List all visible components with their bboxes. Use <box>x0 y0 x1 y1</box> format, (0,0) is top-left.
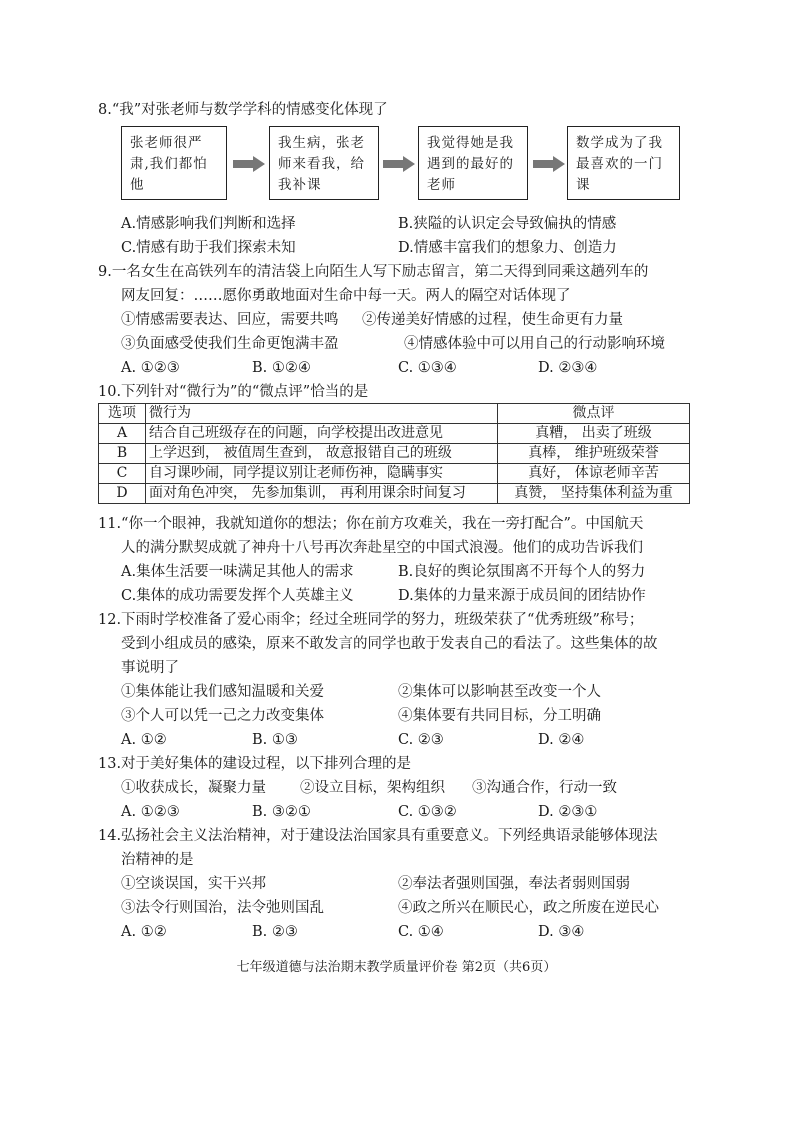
flow-box-4: 数学成为了我最喜欢的一门课 <box>567 126 680 200</box>
q11-option-d: D.集体的力量来源于成员间的团结协作 <box>398 588 646 604</box>
row-option: B <box>99 444 146 464</box>
row-comment: 真好， 体谅老师辛苦 <box>498 464 690 484</box>
q14-option-c: C. ①④ <box>398 924 444 940</box>
q14-option-a: A. ①② <box>121 924 167 940</box>
q12-statement-4: ④集体要有共同目标，分工明确 <box>398 708 601 724</box>
q13-statement-2: ②设立目标，架构组织 <box>300 780 445 796</box>
q14-stem-line2: 治精神的是 <box>121 852 194 868</box>
q12-option-d: D. ②④ <box>538 732 585 748</box>
q9-option-b: B. ①②④ <box>252 360 311 376</box>
row-behavior: 上学迟到， 被值周生查到， 故意报错自己的班级 <box>146 444 498 464</box>
q12-statement-2: ②集体可以影响甚至改变一个人 <box>398 684 601 700</box>
q12-option-c: C. ②③ <box>398 732 444 748</box>
flow-box-1: 张老师很严肃,我们都怕他 <box>121 126 227 200</box>
q13-statement-3: ③沟通合作，行动一致 <box>472 780 617 796</box>
q14-option-d: D. ③④ <box>538 924 585 940</box>
q8-option-b: B.狭隘的认识定会导致偏执的情感 <box>398 216 617 232</box>
q12-stem-line2: 受到小组成员的感染，原来不敢发言的同学也敢于发表自己的看法了。这些集体的故 <box>121 636 658 652</box>
q9-option-a: A. ①②③ <box>121 360 180 376</box>
q8-stem: 8.“我”对张老师与数学学科的情感变化体现了 <box>98 102 388 118</box>
row-behavior: 自习课吵闹，同学提议别让老师伤神，隐瞒事实 <box>146 464 498 484</box>
q10-table <box>98 403 690 504</box>
flow-arrow-icon <box>383 156 415 172</box>
q14-stem-line1: 14.弘扬社会主义法治精神，对于建设法治国家具有重要意义。下列经典语录能够体现法 <box>98 828 658 844</box>
q12-option-b: B. ①③ <box>252 732 298 748</box>
q14-statement-4: ④政之所兴在顺民心，政之所废在逆民心 <box>398 900 659 916</box>
q8-option-a: A.情感影响我们判断和选择 <box>121 216 296 232</box>
header-comment: 微点评 <box>498 404 690 424</box>
table-row <box>99 424 690 444</box>
header-option: 选项 <box>99 404 146 424</box>
q8-option-d: D.情感丰富我们的想象力、创造力 <box>398 240 617 256</box>
q11-option-b: B.良好的舆论氛围离不开每个人的努力 <box>398 564 646 580</box>
q13-statement-1: ①收获成长，凝聚力量 <box>121 780 266 796</box>
q13-option-b: B. ③②① <box>252 804 311 820</box>
row-option: A <box>99 424 146 444</box>
q14-statement-2: ②奉法者强则国强，奉法者弱则国弱 <box>398 876 630 892</box>
flow-box-2: 我生病，张老师来看我，给我补课 <box>269 126 379 200</box>
q9-stem-line2: 网友回复：……愿你勇敢地面对生命中每一天。两人的隔空对话体现了 <box>121 288 571 304</box>
q14-statement-1: ①空谈误国，实干兴邦 <box>121 876 266 892</box>
flow-arrow-icon <box>533 156 565 172</box>
q13-option-d: D. ②③① <box>538 804 598 820</box>
header-behavior: 微行为 <box>146 404 498 424</box>
q9-option-d: D. ②③④ <box>538 360 598 376</box>
row-comment: 真赞， 坚持集体利益为重 <box>498 484 690 504</box>
row-comment: 真棒， 维护班级荣誉 <box>498 444 690 464</box>
q12-option-a: A. ①② <box>121 732 167 748</box>
q13-option-c: C. ①③② <box>398 804 457 820</box>
q9-statement-3: ③负面感受使我们生命更饱满丰盈 <box>121 336 339 352</box>
q14-option-b: B. ②③ <box>252 924 298 940</box>
row-option: D <box>99 484 146 504</box>
q10-stem: 10.下列针对“微行为”的“微点评”恰当的是 <box>98 384 369 400</box>
q14-statement-3: ③法令行则国治，法令弛则国乱 <box>121 900 324 916</box>
q9-option-c: C. ①③④ <box>398 360 457 376</box>
q9-statement-2: ②传递美好情感的过程，使生命更有力量 <box>362 312 623 328</box>
row-comment: 真糟， 出卖了班级 <box>498 424 690 444</box>
page-footer: 七年级道德与法治期末教学质量评价卷 第2页（共6页） <box>236 960 557 975</box>
q11-stem-line2: 人的满分默契成就了神舟十八号再次奔赴星空的中国式浪漫。他们的成功告诉我们 <box>121 540 643 556</box>
q13-option-a: A. ①②③ <box>121 804 180 820</box>
row-option: C <box>99 464 146 484</box>
table-row <box>99 464 690 484</box>
q13-stem: 13.对于美好集体的建设过程，以下排列合理的是 <box>98 756 412 772</box>
row-behavior: 结合自己班级存在的问题，向学校提出改进意见 <box>146 424 498 444</box>
q12-stem-line3: 事说明了 <box>121 660 179 676</box>
q12-statement-1: ①集体能让我们感知温暖和关爱 <box>121 684 324 700</box>
row-behavior: 面对角色冲突， 先参加集训， 再利用课余时间复习 <box>146 484 498 504</box>
flow-box-3: 我觉得她是我遇到的最好的老师 <box>418 126 528 200</box>
table-header-row <box>99 404 690 424</box>
q11-option-a: A.集体生活要一味满足其他人的需求 <box>121 564 354 580</box>
flow-arrow-icon <box>233 156 265 172</box>
q12-stem-line1: 12.下雨时学校准备了爱心雨伞；经过全班同学的努力，班级荣获了“优秀班级”称号； <box>98 612 644 628</box>
q8-option-c: C.情感有助于我们探索未知 <box>121 240 296 256</box>
q11-stem-line1: 11.“你一个眼神，我就知道你的想法；你在前方攻难关，我在一旁打配合”。中国航天 <box>98 516 644 532</box>
table-row <box>99 484 690 504</box>
q11-option-c: C.集体的成功需要发挥个人英雄主义 <box>121 588 354 604</box>
q9-stem-line1: 9.一名女生在高铁列车的清洁袋上向陌生人写下励志留言，第二天得到同乘这趟列车的 <box>98 264 649 280</box>
q9-statement-1: ①情感需要表达、回应，需要共鸣 <box>121 312 339 328</box>
q12-statement-3: ③个人可以凭一己之力改变集体 <box>121 708 324 724</box>
q9-statement-4: ④情感体验中可以用自己的行动影响环境 <box>404 336 665 352</box>
table-row <box>99 444 690 464</box>
